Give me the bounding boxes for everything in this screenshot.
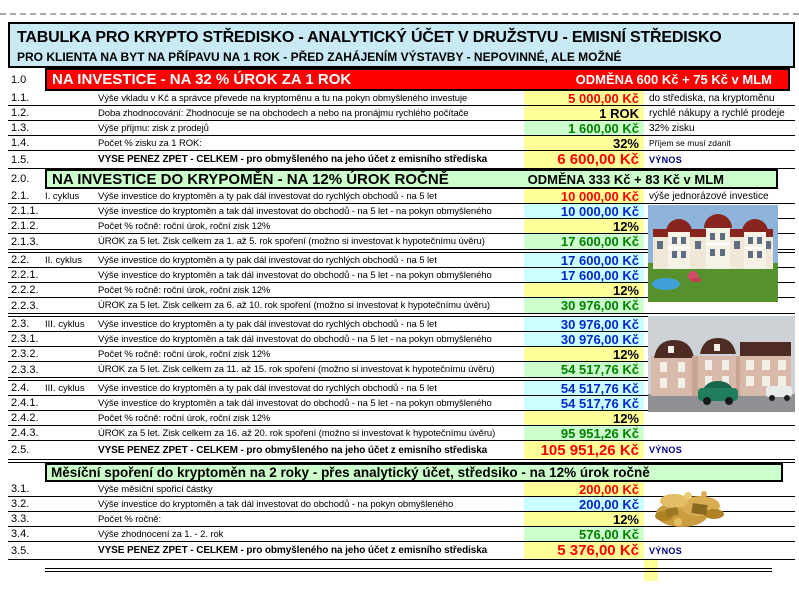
row-number: 1.5.	[11, 153, 30, 166]
value-cell[interactable]: 54 517,76 Kč	[524, 362, 644, 377]
row-description: Výše investice do kryptoměn a ty pak dál investovat do rychlých obchodů - na 5 let	[98, 382, 437, 394]
row-description: Výše investice do kryptoměn a tak dál investovat do obchodů - na 5 let - na pokyn obmyšleného	[98, 397, 492, 409]
section-banner-row	[8, 463, 795, 482]
row-number: 2.4.	[11, 382, 30, 394]
row-description: Výše vkladu v Kč a správce převede na kryptoměnu a tu na pokyn obmyšleného investuje	[98, 92, 468, 104]
table-row	[8, 411, 795, 426]
table-row	[8, 189, 795, 204]
row-number: 2.0.	[11, 173, 30, 185]
row-number: 2.1.1.	[11, 205, 39, 217]
note-cell: do střediska, na kryptoměnu	[649, 92, 775, 104]
value-cell[interactable]: 5 376,00 Kč	[524, 542, 644, 559]
table-row	[8, 121, 795, 136]
page-title: TABULKA PRO KRYPTO STŘEDISKO - ANALYTICKÝ ÚČET V DRUŽSTVU - EMISNÍ STŘEDISKO	[17, 29, 722, 46]
table-row	[8, 426, 795, 441]
section-banner[interactable]	[45, 169, 778, 189]
empty-row	[8, 560, 795, 568]
note-cell: VÝNOS	[649, 154, 683, 165]
section-banner-reward: ODMĚNA 333 Kč + 83 Kč v MLM	[527, 171, 724, 187]
value-cell[interactable]: 32%	[524, 136, 644, 150]
row-number: 2.3.2.	[11, 348, 39, 360]
apartment-building-render-image	[648, 205, 778, 302]
page-subtitle: PRO KLIENTA NA BYT NA PŘÍPAVU NA 1 ROK - PŘED ZAHÁJENÍM VÝSTAVBY - NEPOVINNÉ, ALE MOŽNÉ	[17, 50, 622, 64]
row-description: Počet % ročně: roční úrok, roční zisk 12%	[98, 412, 271, 424]
row-number: 2.4.2.	[11, 412, 39, 424]
row-description: ÚROK za 5 let. Zisk celkem za 11. až 15. rok spoření (možno si investovat k hypotečnímu úvěru)	[98, 364, 495, 375]
value-cell[interactable]: 6 600,00 Kč	[524, 151, 644, 168]
value-cell[interactable]: 105 951,26 Kč	[524, 441, 644, 459]
row-description: VÝŠE PENĚZ ZPĚT - CELKEM - pro obmyšleného na jeho účet z emisního střediska	[98, 545, 488, 556]
row-description: Počet % ročně: roční úrok, roční zisk 12%	[98, 220, 271, 232]
page-break-dashed-line	[0, 13, 799, 15]
row-number: 3.5.	[11, 544, 30, 557]
value-cell[interactable]: 12%	[524, 512, 644, 526]
row-number	[8, 463, 45, 482]
section-banner-row	[8, 169, 795, 189]
row-number: 2.2.1.	[11, 269, 39, 281]
row-number: 2.3.3.	[11, 363, 39, 376]
table-row	[8, 151, 795, 169]
value-cell[interactable]: 200,00 Kč	[524, 482, 644, 496]
row-number: 2.1.	[11, 190, 30, 202]
row-number: 2.3.1.	[11, 333, 39, 345]
value-cell[interactable]: 12%	[524, 283, 644, 297]
row-description: ÚROK za 5 let. Zisk celkem za 6. až 10. rok spoření (možno si investovat k hypotečnímu úvěru)	[98, 300, 490, 311]
bottom-double-rule	[45, 568, 772, 572]
row-description: Výše investice do kryptoměn a tak dál investovat do obchodů - na 5 let - na pokyn obmyšleného	[98, 333, 492, 345]
row-description: ÚROK za 5 let. Zisk celkem za 16. až 20. rok spoření (možno si investovat k hypotečnímu úvěru)	[98, 427, 496, 439]
row-number: 2.3.	[11, 318, 30, 330]
value-cell[interactable]: 1 600,00 Kč	[524, 121, 644, 135]
row-number: 2.2.	[11, 254, 30, 266]
apartment-buildings-photo-image	[648, 316, 795, 412]
section-banner[interactable]	[45, 463, 783, 482]
table-row	[8, 91, 795, 106]
value-cell[interactable]: 12%	[524, 411, 644, 425]
row-number: 3.3.	[11, 513, 30, 525]
value-cell[interactable]: 12%	[524, 219, 644, 233]
table-row	[8, 106, 795, 121]
row-description: Počet % zisku za 1 ROK:	[98, 137, 202, 149]
row-description: Výše zhodnocení za 1. - 2. rok	[98, 528, 224, 540]
row-number: 1.4.	[11, 137, 30, 149]
row-description: Výše investice do kryptoměn a tak dál investovat do obchodů - na 5 let - na pokyn obmyšleného	[98, 205, 492, 217]
note-cell: rychlé nákupy a rychlé prodeje	[649, 107, 785, 119]
cycle-label: II. cyklus	[45, 254, 82, 266]
value-cell[interactable]: 17 600,00 Kč	[524, 253, 644, 267]
gold-coins-image	[650, 484, 730, 530]
row-description: Výše investice do kryptoměn a tak dál investovat do obchodů - na pokyn obmyšleného	[98, 498, 454, 510]
value-cell[interactable]: 10 000,00 Kč	[524, 204, 644, 218]
row-number: 3.2.	[11, 498, 30, 510]
value-cell[interactable]: 30 976,00 Kč	[524, 317, 644, 331]
table-row	[8, 441, 795, 459]
table-row	[8, 136, 795, 151]
value-cell[interactable]: 5 000,00 Kč	[524, 91, 644, 105]
row-number: 1.1.	[11, 92, 30, 104]
section-banner[interactable]	[45, 68, 790, 91]
section-banner-row	[8, 68, 795, 91]
table-row	[8, 542, 795, 560]
row-description: Výše příjmu: zisk z prodejů	[98, 122, 209, 134]
note-cell: VÝNOS	[649, 545, 683, 556]
row-number: 2.5.	[11, 444, 30, 456]
note-cell: Příjem se musí zdanit	[649, 138, 731, 148]
row-description: Výše investice do kryptoměn a ty pak dál investovat do rychlých obchodů - na 5 let	[98, 190, 437, 202]
row-description: Doba zhodnocování: Zhodnocuje se na obchodech a nebo na pronájmu rychlého počítače	[98, 107, 469, 119]
cycle-label: I. cyklus	[45, 190, 80, 202]
value-cell[interactable]: 1 ROK	[524, 106, 644, 120]
row-number: 1.0	[11, 73, 27, 86]
section-banner-title: NA INVESTICE - NA 32 % ÚROK ZA 1 ROK	[52, 71, 352, 88]
value-cell[interactable]: 17 600,00 Kč	[524, 268, 644, 282]
cycle-label: III. cyklus	[45, 318, 85, 330]
row-description: Počet % ročně:	[98, 513, 162, 525]
row-description: Počet % ročně: roční úrok, roční zisk 12%	[98, 348, 271, 360]
note-cell: výše jednorázové investice	[649, 190, 769, 202]
row-description: Výše investice do kryptoměn a tak dál investovat do obchodů - na 5 let - na pokyn obmyšleného	[98, 269, 492, 281]
value-cell[interactable]: 30 976,00 Kč	[524, 298, 644, 313]
row-number: 3.1.	[11, 483, 30, 495]
value-cell[interactable]: 576,00 Kč	[524, 527, 644, 541]
section-banner-title: Měsíční spoření do kryptoměn na 2 roky - přes analytický účet, středsiko - na 12% úrok ročně	[51, 465, 650, 480]
section-banner-title: NA INVESTICE DO KRYPOMĚN - NA 12% ÚROK ROČNĚ	[52, 170, 449, 188]
value-cell[interactable]: 12%	[524, 347, 644, 361]
title-block	[8, 22, 795, 68]
row-number: 1.2.	[11, 107, 30, 119]
section-banner-reward: ODMĚNA 600 Kč + 75 Kč v MLM	[575, 72, 772, 87]
cycle-label: III. cyklus	[45, 382, 85, 394]
row-number: 2.2.3.	[11, 299, 39, 312]
row-description: VÝŠE PENĚZ ZPĚT - CELKEM - pro obmyšleného na jeho účet z emisního střediska	[98, 444, 488, 456]
row-number: 2.1.2.	[11, 220, 39, 232]
row-number: 2.4.1.	[11, 397, 39, 409]
value-cell[interactable]: 95 951,26 Kč	[524, 426, 644, 440]
note-cell: 32% zisku	[649, 122, 695, 134]
row-description: Výše měsíční spořicí částky	[98, 483, 213, 495]
value-cell[interactable]: 54 517,76 Kč	[524, 396, 644, 410]
value-cell[interactable]: 30 976,00 Kč	[524, 332, 644, 346]
value-cell[interactable]: 17 600,00 Kč	[524, 234, 644, 249]
value-cell[interactable]: 200,00 Kč	[524, 497, 644, 511]
row-description: Počet % ročně: roční úrok, roční zisk 12%	[98, 284, 271, 296]
row-description: Výše investice do kryptoměn a ty pak dál investovat do rychlých obchodů - na 5 let	[98, 318, 437, 330]
row-description: VÝŠE PENĚZ ZPĚT - CELKEM - pro obmyšleného na jeho účet z emisního střediska	[98, 154, 488, 165]
row-description: Výše investice do kryptoměn a ty pak dál investovat do rychlých obchodů - na 5 let	[98, 254, 437, 266]
row-description: ÚROK za 5 let. Zisk celkem za 1. až 5. rok spoření (možno si investovat k hypotečnímu úvěru)	[98, 236, 485, 247]
row-number: 2.2.2.	[11, 284, 39, 296]
row-number: 2.4.3.	[11, 427, 39, 439]
note-cell: VÝNOS	[649, 445, 683, 455]
row-number: 2.1.3.	[11, 235, 39, 248]
value-cell[interactable]: 10 000,00 Kč	[524, 189, 644, 203]
row-number: 3.4.	[11, 528, 30, 540]
row-number: 1.3.	[11, 122, 30, 134]
value-cell[interactable]: 54 517,76 Kč	[524, 381, 644, 395]
